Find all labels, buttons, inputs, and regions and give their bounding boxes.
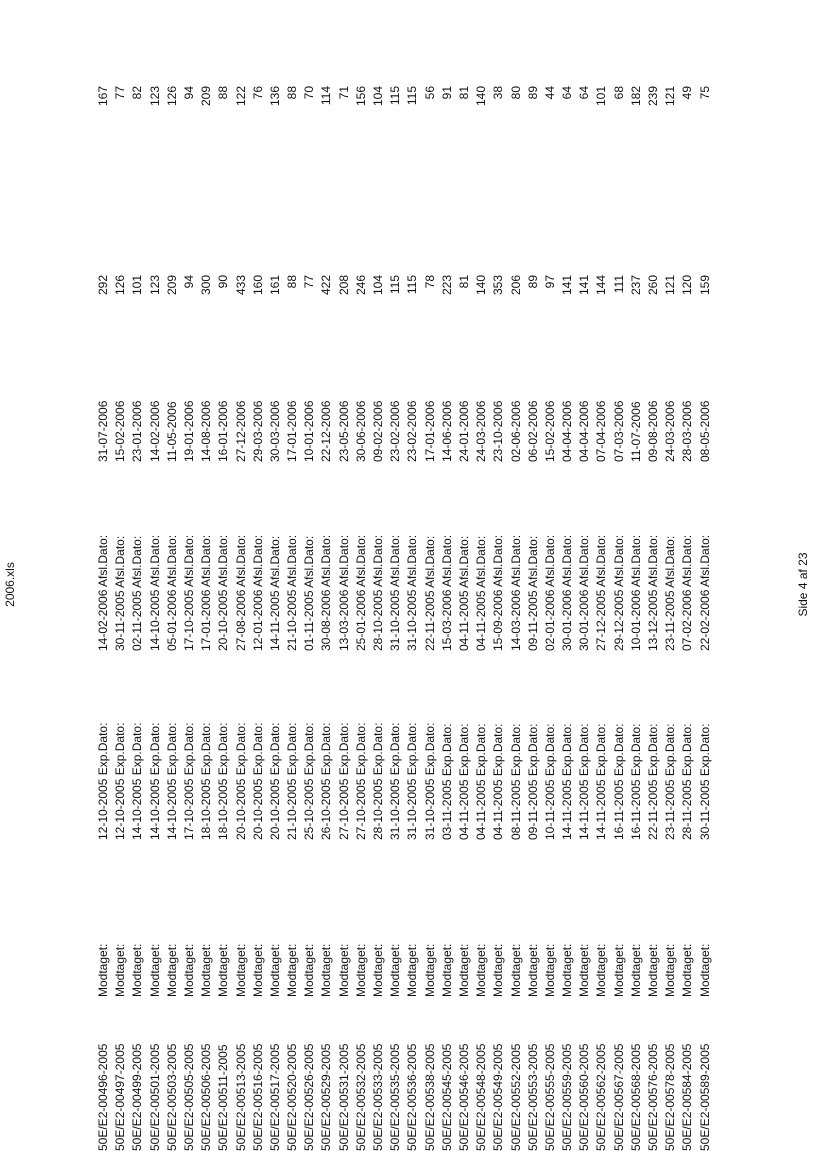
total-days-cell: 433: [233, 275, 248, 296]
exp-date-cell: 31-10-2005 Exp.Dato:: [405, 722, 420, 840]
table-row: [387, 31, 404, 1151]
final-date-cell: 23-02-2006: [405, 400, 420, 462]
processing-days-cell: 167: [96, 86, 110, 107]
total-days-cell: 159: [697, 275, 712, 296]
received-label-cell: Modtaget:: [250, 943, 265, 997]
processing-days-cell: 82: [130, 86, 145, 100]
exp-date-cell: 04-11-2005 Exp.Dato:: [474, 723, 489, 840]
processing-days-cell: 182: [628, 86, 643, 107]
received-label-cell: Modtaget:: [542, 943, 557, 997]
received-label-cell: Modtaget:: [113, 943, 128, 997]
received-label-cell: Modtaget:: [577, 943, 592, 997]
total-days-cell: 115: [405, 275, 420, 295]
processing-days-cell: 115: [405, 86, 420, 106]
processing-days-cell: 64: [577, 86, 592, 100]
table-row: [164, 31, 181, 1151]
total-days-cell: 160: [250, 275, 265, 296]
table-row: [473, 31, 490, 1151]
total-days-cell: 77: [302, 275, 317, 289]
closing-date-cell: 13-12-2005 Afsl.Dato:: [646, 534, 660, 651]
case-id-cell: 50E/E2-00531-2005: [336, 1043, 351, 1151]
received-label-cell: Modtaget:: [680, 943, 695, 997]
exp-date-cell: 10-11-2005 Exp.Dato:: [542, 723, 557, 840]
exp-date-cell: 04-11-2005 Exp.Dato:: [456, 723, 471, 840]
final-date-cell: 06-02-2006: [525, 400, 540, 462]
exp-date-cell: 26-10-2005 Exp.Dato:: [319, 722, 334, 840]
table-row: [112, 31, 129, 1151]
received-label-cell: Modtaget:: [405, 943, 420, 997]
received-label-cell: Modtaget:: [456, 943, 471, 997]
total-days-cell: 123: [147, 275, 162, 296]
final-date-cell: 23-02-2006: [388, 400, 403, 462]
case-id-cell: 50E/E2-00548-2005: [474, 1043, 489, 1151]
processing-days-cell: 94: [181, 86, 196, 100]
total-days-cell: 353: [491, 275, 506, 296]
table-row: [198, 31, 215, 1151]
received-label-cell: Modtaget:: [96, 943, 110, 997]
closing-date-cell: 21-10-2005 Afsl.Dato:: [285, 534, 300, 651]
case-id-cell: 50E/E2-00549-2005: [491, 1043, 506, 1151]
total-days-cell: 88: [285, 275, 300, 289]
final-date-cell: 17-01-2006: [285, 400, 300, 462]
closing-date-cell: 02-11-2005 Afsl.Dato:: [130, 535, 145, 651]
table-row: [576, 31, 593, 1151]
final-date-cell: 30-06-2006: [353, 400, 368, 462]
processing-days-cell: 56: [422, 86, 437, 100]
final-date-cell: 23-05-2006: [336, 400, 351, 462]
table-row: [370, 31, 387, 1151]
exp-date-cell: 14-10-2005 Exp.Dato:: [147, 722, 162, 840]
table-row: [593, 31, 610, 1151]
closing-date-cell: 13-03-2006 Afsl.Dato:: [336, 534, 351, 651]
final-date-cell: 11-07-2006: [628, 401, 643, 462]
processing-days-cell: 68: [611, 86, 626, 100]
processing-days-cell: 115: [388, 86, 403, 106]
closing-date-cell: 14-11-2005 Afsl.Dato:: [267, 535, 282, 651]
received-label-cell: Modtaget:: [336, 943, 351, 997]
processing-days-cell: 122: [233, 86, 248, 107]
table-row: [147, 31, 164, 1151]
case-id-cell: 50E/E2-00497-2005: [113, 1043, 128, 1151]
total-days-cell: 141: [577, 275, 592, 296]
closing-date-cell: 12-01-2006 Afsl.Dato:: [250, 534, 265, 651]
table-row: [525, 31, 542, 1151]
closing-date-cell: 27-12-2005 Afsl.Dato:: [594, 534, 609, 651]
table-row: [267, 31, 284, 1151]
total-days-cell: 144: [594, 275, 609, 296]
closing-date-cell: 17-01-2006 Afsl.Dato:: [199, 534, 214, 651]
case-id-cell: 50E/E2-00501-2005: [147, 1043, 162, 1151]
total-days-cell: 78: [422, 275, 437, 289]
exp-date-cell: 18-10-2005 Exp.Dato:: [199, 722, 214, 840]
table-row: [404, 31, 421, 1151]
table-row: [129, 31, 146, 1151]
final-date-cell: 04-04-2006: [577, 400, 592, 462]
received-label-cell: Modtaget:: [164, 943, 179, 997]
exp-date-cell: 14-11-2005 Exp.Dato:: [594, 723, 609, 840]
case-id-cell: 50E/E2-00505-2005: [181, 1043, 196, 1151]
closing-date-cell: 14-02-2006 Afsl.Dato:: [96, 534, 110, 651]
exp-date-cell: 12-10-2005 Exp.Dato:: [96, 722, 110, 840]
exp-date-cell: 14-10-2005 Exp.Dato:: [130, 722, 145, 840]
case-id-cell: 50E/E2-00568-2005: [628, 1043, 643, 1151]
total-days-cell: 101: [130, 275, 145, 296]
received-label-cell: Modtaget:: [130, 943, 145, 997]
case-id-cell: 50E/E2-00499-2005: [130, 1043, 145, 1151]
case-id-cell: 50E/E2-00533-2005: [371, 1043, 385, 1151]
processing-days-cell: 89: [525, 86, 540, 100]
case-id-cell: 50E/E2-00535-2005: [388, 1043, 403, 1151]
exp-date-cell: 22-11-2005 Exp.Dato:: [646, 723, 660, 840]
table-row: [181, 31, 198, 1151]
case-id-cell: 50E/E2-00589-2005: [697, 1043, 712, 1151]
closing-date-cell: 25-01-2006 Afsl.Dato:: [353, 534, 368, 651]
total-days-cell: 111: [611, 275, 626, 294]
case-id-cell: 50E/E2-00536-2005: [405, 1043, 420, 1151]
processing-days-cell: 140: [474, 86, 489, 107]
table-row: [250, 31, 267, 1151]
table-row: [336, 31, 353, 1151]
final-date-cell: 16-01-2006: [216, 400, 231, 462]
case-id-cell: 50E/E2-00503-2005: [164, 1043, 179, 1151]
exp-date-cell: 20-10-2005 Exp.Dato:: [250, 722, 265, 840]
received-label-cell: Modtaget:: [697, 943, 712, 997]
final-date-cell: 11-05-2006: [164, 401, 179, 462]
table-row: [439, 31, 456, 1151]
total-days-cell: 206: [508, 275, 523, 296]
exp-date-cell: 20-10-2005 Exp.Dato:: [267, 722, 282, 840]
final-date-cell: 15-02-2006: [542, 400, 557, 462]
total-days-cell: 260: [646, 275, 660, 296]
exp-date-cell: 21-10-2005 Exp.Dato:: [285, 722, 300, 840]
received-label-cell: Modtaget:: [611, 943, 626, 997]
final-date-cell: 10-01-2006: [302, 400, 317, 462]
table-row: [559, 31, 576, 1151]
total-days-cell: 89: [525, 275, 540, 289]
exp-date-cell: 09-11-2005 Exp.Dato:: [525, 723, 540, 840]
closing-date-cell: 22-11-2005 Afsl.Dato:: [422, 535, 437, 651]
exp-date-cell: 14-10-2005 Exp.Dato:: [164, 722, 179, 840]
processing-days-cell: 121: [663, 86, 678, 107]
case-id-cell: 50E/E2-00553-2005: [525, 1043, 540, 1151]
received-label-cell: Modtaget:: [646, 943, 660, 997]
processing-days-cell: 80: [508, 86, 523, 100]
case-id-cell: 50E/E2-00517-2005: [267, 1043, 282, 1151]
case-id-cell: 50E/E2-00529-2005: [319, 1043, 334, 1151]
received-label-cell: Modtaget:: [525, 943, 540, 997]
closing-date-cell: 14-03-2006 Afsl.Dato:: [508, 534, 523, 651]
closing-date-cell: 30-11-2005 Afsl.Dato:: [113, 535, 128, 651]
case-id-cell: 50E/E2-00555-2005: [542, 1043, 557, 1151]
table-row: [301, 31, 318, 1151]
closing-date-cell: 04-11-2005 Afsl.Dato:: [474, 535, 489, 651]
table-row: [542, 31, 559, 1151]
total-days-cell: 90: [216, 275, 231, 289]
exp-date-cell: 03-11-2005 Exp.Dato:: [439, 723, 454, 840]
received-label-cell: Modtaget:: [491, 943, 506, 997]
table-row: [233, 31, 250, 1151]
received-label-cell: Modtaget:: [199, 943, 214, 997]
case-id-cell: 50E/E2-00560-2005: [577, 1043, 592, 1151]
received-label-cell: Modtaget:: [474, 943, 489, 997]
case-id-cell: 50E/E2-00567-2005: [611, 1043, 626, 1151]
exp-date-cell: 31-10-2005 Exp.Dato:: [422, 722, 437, 840]
processing-days-cell: 156: [353, 86, 368, 107]
table-row: [508, 31, 525, 1151]
received-label-cell: Modtaget:: [628, 943, 643, 997]
closing-date-cell: 20-10-2005 Afsl.Dato:: [216, 534, 231, 651]
total-days-cell: 246: [353, 275, 368, 296]
received-label-cell: Modtaget:: [594, 943, 609, 997]
page-footer: Side 4 af 23: [796, 552, 810, 617]
final-date-cell: 24-03-2006: [663, 400, 678, 462]
final-date-cell: 22-12-2006: [319, 400, 334, 462]
table-row: [645, 31, 662, 1151]
total-days-cell: 121: [663, 275, 678, 296]
final-date-cell: 28-03-2006: [680, 400, 695, 462]
closing-date-cell: 30-08-2006 Afsl.Dato:: [319, 534, 334, 651]
exp-date-cell: 16-11-2005 Exp.Dato:: [611, 723, 626, 840]
received-label-cell: Modtaget:: [319, 943, 334, 997]
final-date-cell: 04-04-2006: [560, 400, 575, 462]
exp-date-cell: 17-10-2005 Exp.Dato:: [181, 722, 196, 840]
table-row: [353, 31, 370, 1151]
table-row: [611, 31, 628, 1151]
received-label-cell: Modtaget:: [147, 943, 162, 997]
case-id-cell: 50E/E2-00506-2005: [199, 1043, 214, 1151]
processing-days-cell: 123: [147, 86, 162, 107]
record-table: [95, 31, 714, 1151]
case-id-cell: 50E/E2-00578-2005: [663, 1043, 678, 1151]
exp-date-cell: 27-10-2005 Exp.Dato:: [353, 722, 368, 840]
total-days-cell: 223: [439, 275, 454, 296]
processing-days-cell: 49: [680, 86, 695, 100]
processing-days-cell: 209: [199, 86, 214, 107]
final-date-cell: 07-04-2006: [594, 400, 609, 462]
document-title: 2006.xls: [3, 562, 17, 607]
exp-date-cell: 28-10-2005 Exp.Dato:: [371, 722, 385, 840]
total-days-cell: 208: [336, 275, 351, 296]
processing-days-cell: 38: [491, 86, 506, 100]
processing-days-cell: 70: [302, 86, 317, 100]
final-date-cell: 07-03-2006: [611, 400, 626, 462]
received-label-cell: Modtaget:: [439, 943, 454, 997]
case-id-cell: 50E/E2-00538-2005: [422, 1043, 437, 1151]
closing-date-cell: 01-11-2005 Afsl.Dato:: [302, 535, 317, 651]
final-date-cell: 09-08-2006: [646, 400, 660, 462]
total-days-cell: 209: [164, 275, 179, 296]
closing-date-cell: 05-01-2006 Afsl.Dato:: [164, 534, 179, 651]
closing-date-cell: 23-11-2005 Afsl.Dato:: [663, 535, 678, 651]
closing-date-cell: 29-12-2005 Afsl.Dato:: [611, 534, 626, 651]
exp-date-cell: 14-11-2005 Exp.Dato:: [560, 723, 575, 840]
processing-days-cell: 77: [113, 86, 128, 100]
final-date-cell: 08-05-2006: [697, 400, 712, 462]
total-days-cell: 300: [199, 275, 214, 296]
final-date-cell: 19-01-2006: [181, 400, 196, 462]
closing-date-cell: 09-11-2005 Afsl.Dato:: [525, 535, 540, 651]
final-date-cell: 31-07-2006: [96, 400, 110, 462]
final-date-cell: 29-03-2006: [250, 400, 265, 462]
case-id-cell: 50E/E2-00545-2005: [439, 1043, 454, 1151]
exp-date-cell: 23-11-2005 Exp.Dato:: [663, 723, 678, 840]
processing-days-cell: 88: [285, 86, 300, 100]
total-days-cell: 292: [96, 275, 110, 296]
table-row: [628, 31, 645, 1151]
closing-date-cell: 04-11-2005 Afsl.Dato:: [456, 535, 471, 651]
final-date-cell: 27-12-2006: [233, 400, 248, 462]
processing-days-cell: 88: [216, 86, 231, 100]
processing-days-cell: 76: [250, 86, 265, 100]
received-label-cell: Modtaget:: [233, 943, 248, 997]
case-id-cell: 50E/E2-00496-2005: [96, 1043, 110, 1151]
final-date-cell: 02-06-2006: [508, 400, 523, 462]
exp-date-cell: 28-11-2005 Exp.Dato:: [680, 723, 695, 840]
processing-days-cell: 91: [439, 86, 454, 100]
exp-date-cell: 04-11-2005 Exp.Dato:: [491, 723, 506, 840]
case-id-cell: 50E/E2-00552-2005: [508, 1043, 523, 1151]
table-row: [490, 31, 507, 1151]
total-days-cell: 115: [388, 275, 403, 295]
case-id-cell: 50E/E2-00546-2005: [456, 1043, 471, 1151]
closing-date-cell: 17-10-2005 Afsl.Dato:: [181, 534, 196, 651]
closing-date-cell: 10-01-2006 Afsl.Dato:: [628, 534, 643, 651]
exp-date-cell: 27-10-2005 Exp.Dato:: [336, 722, 351, 840]
final-date-cell: 23-10-2006: [491, 400, 506, 462]
exp-date-cell: 25-10-2005 Exp.Dato:: [302, 722, 317, 840]
case-id-cell: 50E/E2-00511-2005: [216, 1044, 231, 1151]
case-id-cell: 50E/E2-00584-2005: [680, 1043, 695, 1151]
case-id-cell: 50E/E2-00520-2005: [285, 1043, 300, 1151]
received-label-cell: Modtaget:: [560, 943, 575, 997]
exp-date-cell: 14-11-2005 Exp.Dato:: [577, 723, 592, 840]
final-date-cell: 23-01-2006: [130, 400, 145, 462]
received-label-cell: Modtaget:: [267, 943, 282, 997]
total-days-cell: 81: [456, 275, 471, 289]
closing-date-cell: 31-10-2005 Afsl.Dato:: [405, 534, 420, 651]
closing-date-cell: 14-10-2005 Afsl.Dato:: [147, 534, 162, 651]
table-row: [318, 31, 335, 1151]
received-label-cell: Modtaget:: [663, 943, 678, 997]
processing-days-cell: 64: [560, 86, 575, 100]
total-days-cell: 161: [267, 275, 282, 296]
final-date-cell: 14-02-2006: [147, 400, 162, 462]
total-days-cell: 140: [474, 275, 489, 296]
closing-date-cell: 30-01-2006 Afsl.Dato:: [560, 534, 575, 651]
final-date-cell: 14-06-2006: [439, 400, 454, 462]
received-label-cell: Modtaget:: [216, 943, 231, 997]
final-date-cell: 15-02-2006: [113, 400, 128, 462]
total-days-cell: 237: [628, 275, 643, 296]
processing-days-cell: 136: [267, 86, 282, 107]
table-row: [422, 31, 439, 1151]
processing-days-cell: 71: [336, 86, 351, 100]
received-label-cell: Modtaget:: [302, 943, 317, 997]
closing-date-cell: 02-01-2006 Afsl.Dato:: [542, 534, 557, 651]
received-label-cell: Modtaget:: [285, 943, 300, 997]
total-days-cell: 422: [319, 275, 334, 296]
case-id-cell: 50E/E2-00526-2005: [302, 1043, 317, 1151]
case-id-cell: 50E/E2-00559-2005: [560, 1043, 575, 1151]
final-date-cell: 24-03-2006: [474, 400, 489, 462]
total-days-cell: 120: [680, 275, 695, 296]
processing-days-cell: 101: [594, 86, 609, 107]
final-date-cell: 17-01-2006: [422, 400, 437, 462]
closing-date-cell: 07-02-2006 Afsl.Dato:: [680, 534, 695, 651]
table-row: [662, 31, 679, 1151]
processing-days-cell: 81: [456, 86, 471, 100]
closing-date-cell: 28-10-2005 Afsl.Dato:: [371, 534, 385, 651]
exp-date-cell: 18-10-2005 Exp.Dato:: [216, 722, 231, 840]
table-row: [697, 31, 714, 1151]
case-id-cell: 50E/E2-00576-2005: [646, 1043, 660, 1151]
received-label-cell: Modtaget:: [371, 943, 385, 997]
received-label-cell: Modtaget:: [508, 943, 523, 997]
received-label-cell: Modtaget:: [181, 943, 196, 997]
processing-days-cell: 126: [164, 86, 179, 107]
table-row: [679, 31, 696, 1151]
processing-days-cell: 44: [542, 86, 557, 100]
total-days-cell: 141: [560, 275, 575, 296]
total-days-cell: 126: [113, 275, 128, 296]
exp-date-cell: 08-11-2005 Exp.Dato:: [508, 723, 523, 840]
closing-date-cell: 30-01-2006 Afsl.Dato:: [577, 534, 592, 651]
final-date-cell: 24-01-2006: [456, 400, 471, 462]
processing-days-cell: 114: [319, 86, 334, 106]
table-row: [95, 31, 112, 1151]
final-date-cell: 14-08-2006: [199, 400, 214, 462]
closing-date-cell: 15-09-2006 Afsl.Dato:: [491, 534, 506, 651]
received-label-cell: Modtaget:: [388, 943, 403, 997]
exp-date-cell: 31-10-2005 Exp.Dato:: [388, 722, 403, 840]
case-id-cell: 50E/E2-00532-2005: [353, 1043, 368, 1151]
case-id-cell: 50E/E2-00562-2005: [594, 1043, 609, 1151]
processing-days-cell: 75: [697, 86, 712, 100]
total-days-cell: 97: [542, 275, 557, 289]
final-date-cell: 09-02-2006: [371, 400, 385, 462]
received-label-cell: Modtaget:: [422, 943, 437, 997]
case-id-cell: 50E/E2-00513-2005: [233, 1043, 248, 1151]
received-label-cell: Modtaget:: [353, 943, 368, 997]
exp-date-cell: 12-10-2005 Exp.Dato:: [113, 722, 128, 840]
closing-date-cell: 31-10-2005 Afsl.Dato:: [388, 534, 403, 651]
processing-days-cell: 104: [371, 86, 385, 107]
final-date-cell: 30-03-2006: [267, 400, 282, 462]
exp-date-cell: 20-10-2005 Exp.Dato:: [233, 722, 248, 840]
total-days-cell: 94: [181, 275, 196, 289]
total-days-cell: 104: [371, 275, 385, 296]
table-row: [456, 31, 473, 1151]
closing-date-cell: 27-08-2006 Afsl.Dato:: [233, 534, 248, 651]
closing-date-cell: 22-02-2006 Afsl.Dato:: [697, 534, 712, 651]
closing-date-cell: 15-03-2006 Afsl.Dato:: [439, 534, 454, 651]
exp-date-cell: 30-11-2005 Exp.Dato:: [697, 723, 712, 840]
exp-date-cell: 16-11-2005 Exp.Dato:: [628, 723, 643, 840]
table-row: [284, 31, 301, 1151]
case-id-cell: 50E/E2-00516-2005: [250, 1043, 265, 1151]
processing-days-cell: 239: [646, 86, 660, 107]
table-row: [215, 31, 232, 1151]
